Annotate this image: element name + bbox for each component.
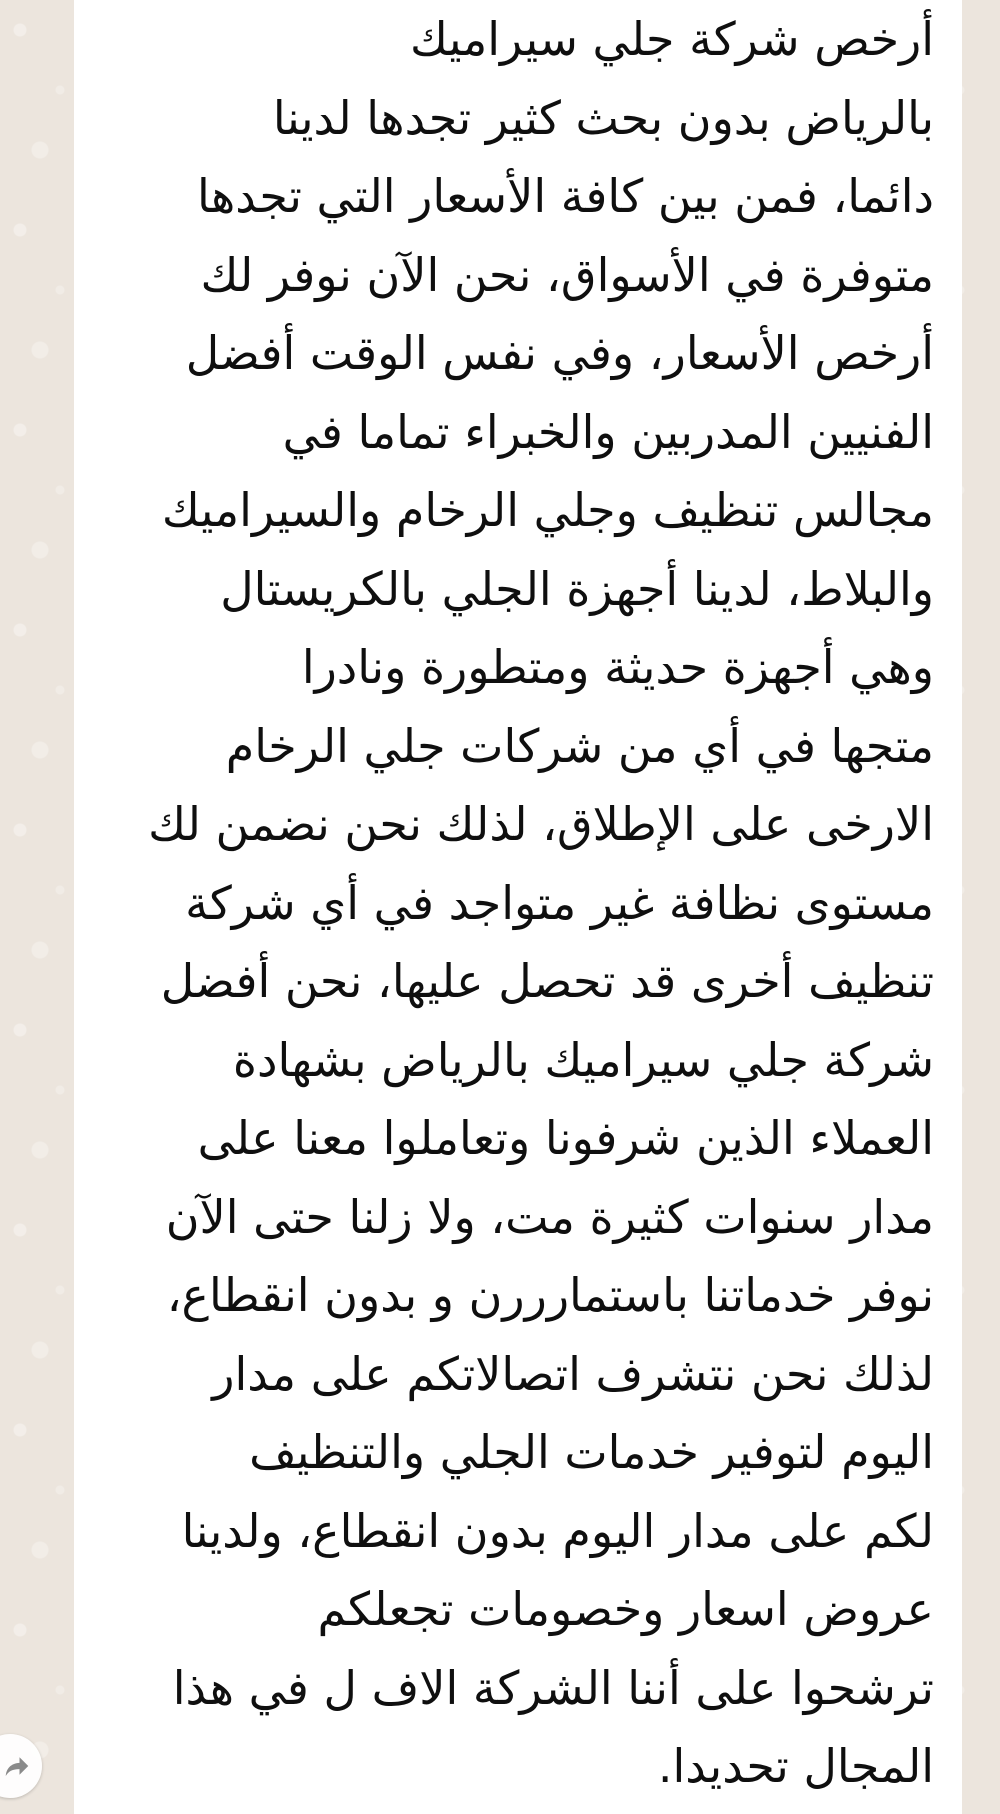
message-line: اليوم لتوفير خدمات الجلي والتنظيف [249, 1425, 934, 1479]
message-line: متوفرة في الأسواق، نحن الآن نوفر لك [200, 247, 934, 302]
message-line: الارخى على الإطلاق، لذلك نحن نضمن لك [148, 797, 934, 851]
message-line: مستوى نظافة غير متواجد في أي شركة [185, 875, 934, 930]
message-line: مجالس تنظيف وجلي الرخام والسيراميك [161, 483, 934, 537]
message-line: ترشحوا على أننا الشركة الاف ل في هذا [172, 1660, 934, 1715]
message-line: أرخص شركة جلي سيراميك [409, 12, 934, 66]
message-line: والبلاط، لدينا أجهزة الجلي بالكريستال [220, 561, 934, 616]
forward-icon [2, 1751, 32, 1781]
message-line: وهي أجهزة حديثة ومتطورة ونادرا [301, 640, 934, 694]
message-line: عروض اسعار وخصومات تجعلكم [317, 1582, 934, 1636]
message-line: نوفر خدماتنا باستمارررن و بدون انقطاع، [166, 1268, 934, 1322]
message-line: لكم على مدار اليوم بدون انقطاع، ولدينا [181, 1503, 934, 1558]
message-line: مدار سنوات كثيرة مت، ولا زلنا حتى الآن [165, 1189, 934, 1244]
message-line: شركة جلي سيراميك بالرياض بشهادة [232, 1032, 934, 1087]
message-line: متجها في أي من شركات جلي الرخام [225, 718, 934, 773]
message-bubble[interactable] [74, 0, 962, 1814]
message-line: العملاء الذين شرفونا وتعاملوا معنا على [197, 1111, 934, 1165]
message-text [94, 0, 934, 1806]
message-line: تنظيف أخرى قد تحصل عليها، نحن أفضل [160, 954, 934, 1008]
message-line: أرخص الأسعار، وفي نفس الوقت أفضل [185, 326, 934, 380]
message-line: المجال تحديدا. [657, 1739, 934, 1793]
message-line: بالرياض بدون بحث كثير تجدها لدينا [272, 90, 934, 145]
message-line: الفنيين المدربين والخبراء تماما في [282, 404, 934, 459]
message-line: لذلك نحن نتشرف اتصالاتكم على مدار [212, 1346, 934, 1401]
message-line: دائما، فمن بين كافة الأسعار التي تجدها [196, 169, 934, 223]
